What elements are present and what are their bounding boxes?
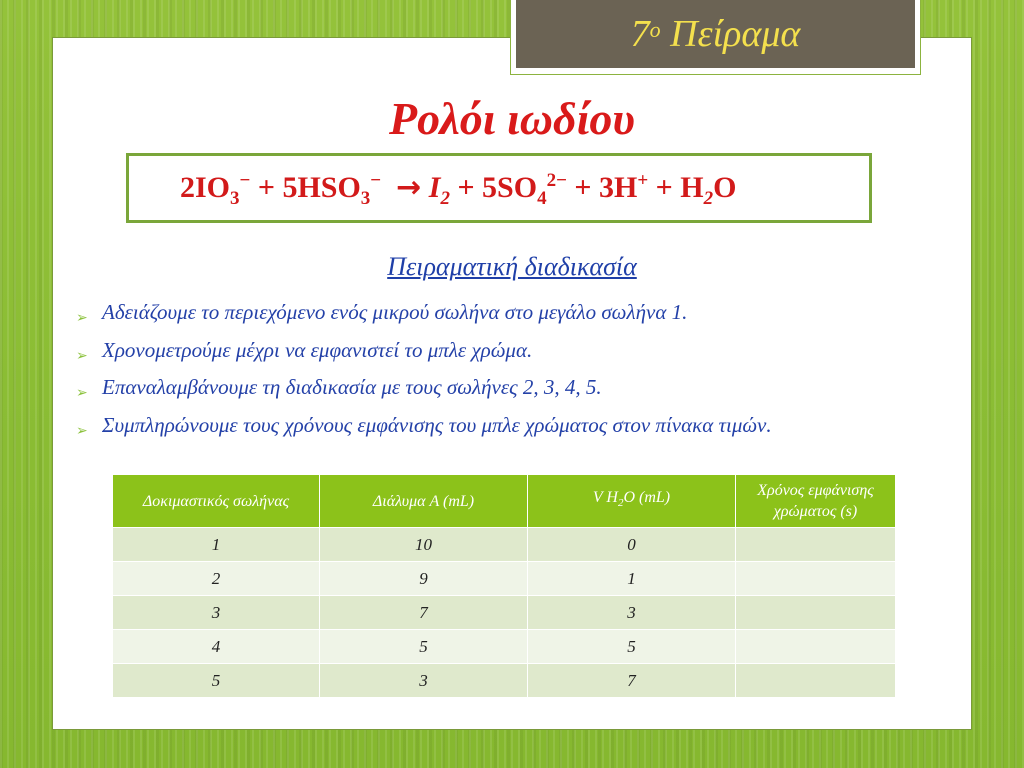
list-item: ➢ Χρονομετρούμε μέχρι να εμφανιστεί το μπλε χρώμα. — [76, 336, 772, 374]
cell-time[interactable] — [736, 596, 896, 630]
cell-time[interactable] — [736, 630, 896, 664]
cell-solution-a: 7 — [320, 596, 528, 630]
cell-solution-a: 10 — [320, 528, 528, 562]
bullet-arrow-icon: ➢ — [76, 310, 88, 326]
header-water-volume: V $H_2O$ (mL) — [528, 475, 736, 528]
cell-solution-a: 3 — [320, 664, 528, 698]
cell-water: 0 — [528, 528, 736, 562]
chemical-equation — [180, 170, 736, 210]
values-table — [112, 474, 896, 698]
eq-term-bisulfite: + $5HSO_3^-$ — [257, 170, 382, 209]
cell-solution-a: 9 — [320, 562, 528, 596]
cell-tube: 1 — [113, 528, 320, 562]
cell-tube: 4 — [113, 630, 320, 664]
cell-tube: 3 — [113, 596, 320, 630]
eq-term-sulfate: + $5SO_4^{2-}$ — [457, 170, 567, 209]
experiment-label: Πείραμα — [670, 13, 801, 55]
cell-water: 3 — [528, 596, 736, 630]
bullet-arrow-icon: ➢ — [76, 347, 88, 364]
procedure-heading: Πειραματική διαδικασία — [387, 252, 637, 281]
cell-water: 5 — [528, 630, 736, 664]
table-row — [113, 562, 896, 596]
header-solution-a: Διάλυμα A (mL) — [320, 475, 528, 528]
experiment-number: 7 — [630, 13, 650, 55]
cell-tube: 2 — [113, 562, 320, 596]
eq-term-iodate: $2IO_3^-$ — [180, 170, 251, 209]
cell-time[interactable] — [736, 562, 896, 596]
page-title: Ρολόι ιωδίου — [389, 93, 635, 144]
table-row — [113, 596, 896, 630]
table-row — [113, 630, 896, 664]
table-row — [113, 528, 896, 562]
header-tube: Δοκιμαστικός σωλήνας — [113, 475, 320, 528]
header-time: Χρόνος εμφάνισης χρώματος (s) — [736, 475, 896, 528]
cell-water: 1 — [528, 562, 736, 596]
cell-solution-a: 5 — [320, 630, 528, 664]
cell-time[interactable] — [736, 528, 896, 562]
list-item: ➢ Αδειάζουμε το περιεχόμενο ενός μικρού σωλήνα στο μεγάλο σωλήνα 1. — [76, 298, 772, 336]
experiment-number-superscript: ο — [649, 17, 661, 42]
list-item: ➢ Επαναλαμβάνουμε τη διαδικασία με τους σωλήνες 2, 3, 4, 5. — [76, 373, 772, 411]
eq-term-iodine: $I_2$ — [428, 171, 450, 209]
experiment-tab — [516, 0, 915, 68]
bullet-arrow-icon: ➢ — [76, 422, 88, 439]
cell-water: 7 — [528, 664, 736, 698]
list-item: ➢ Συμπληρώνουμε τους χρόνους εμφάνισης του μπλε χρώματος στον πίνακα τιμών. — [76, 411, 772, 449]
reaction-arrow-icon: → — [396, 170, 422, 205]
bullet-arrow-icon: ➢ — [76, 385, 88, 401]
table-header-row — [113, 475, 896, 528]
procedure-steps — [76, 298, 772, 448]
cell-tube: 5 — [113, 664, 320, 698]
cell-time[interactable] — [736, 664, 896, 698]
eq-term-proton: + 3H+ — [574, 170, 649, 204]
eq-term-water: + $H_2O$ — [655, 171, 737, 209]
table-row — [113, 664, 896, 698]
